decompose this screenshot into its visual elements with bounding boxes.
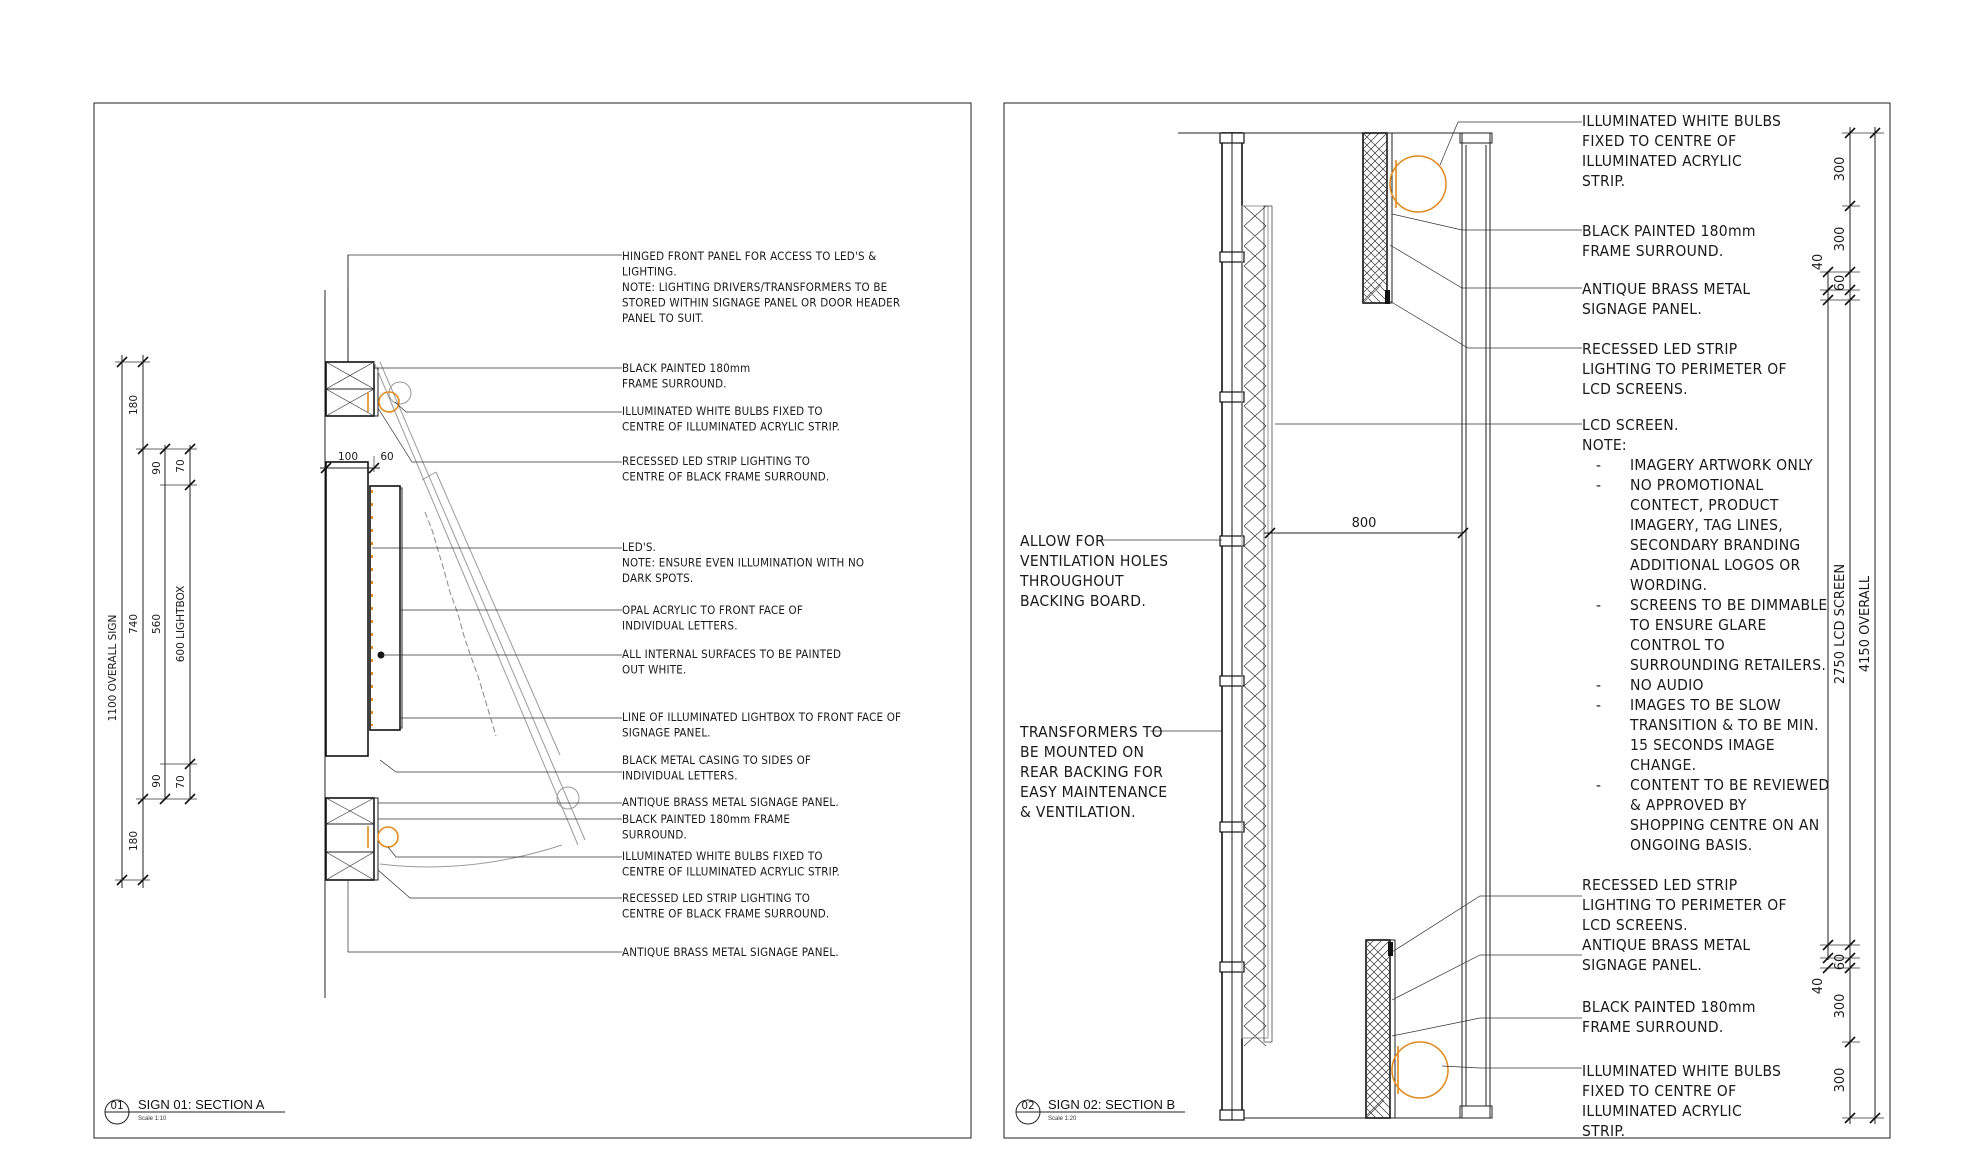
note-a-hinged-panel: HINGED FRONT PANEL FOR ACCESS TO LED'S & LIGHTING. NOTE: LIGHTING DRIVERS/TRANSFORMERS TO BE STORED WITHIN SIGNAGE PANEL OR DOOR HEADER PANEL TO SUIT. [622,249,901,325]
dim-b-top3: 40 [1811,253,1826,271]
note-b-bulbs-top: ILLUMINATED WHITE BULBS FIXED TO CENTRE OF ILLUMINATED ACRYLIC STRIP. [1582,112,1782,190]
note-b-brass-top: ANTIQUE BRASS METAL SIGNAGE PANEL. [1582,280,1751,318]
note-a-internal-surfaces: ALL INTERNAL SURFACES TO BE PAINTED OUT WHITE. [622,647,842,677]
note-b-ventilation: ALLOW FOR VENTILATION HOLES THROUGHOUT BACKING BOARD. [1020,532,1169,610]
dim-a-lb-bottom: 70 [175,775,187,789]
note-a-brass-panel-mid: ANTIQUE BRASS METAL SIGNAGE PANEL. [622,795,839,809]
note-b-bulbs-bottom: ILLUMINATED WHITE BULBS FIXED TO CENTRE OF ILLUMINATED ACRYLIC STRIP. [1582,1062,1782,1140]
svg-text:-: - [1596,696,1602,714]
dim-b-top2: 300 [1833,226,1848,252]
note-b-frame-top: BLACK PAINTED 180mm FRAME SURROUND. [1582,222,1756,260]
dim-a-mid: 740 [128,613,140,635]
bottom-frame-surround [326,798,378,880]
dim-a-overall: 1100 OVERALL SIGN [107,614,119,722]
note-a-bulbs-bottom: ILLUMINATED WHITE BULBS FIXED TO CENTRE OF ILLUMINATED ACRYLIC STRIP. [622,849,841,879]
dim-a-depth: 100 [337,451,359,463]
dim-b-bot3: 300 [1833,993,1848,1019]
dim-a-bottom: 180 [128,830,140,852]
note-a-opal-acrylic: OPAL ACRYLIC TO FRONT FACE OF INDIVIDUAL LETTERS. [622,603,804,633]
dim-a-lightbox: 600 LIGHTBOX [175,585,187,663]
section-b-title: SIGN 02: SECTION B [1048,1097,1176,1112]
note-a-lightbox-line: LINE OF ILLUMINATED LIGHTBOX TO FRONT FACE OF SIGNAGE PANEL. [622,710,902,740]
dim-b-bot1: 40 [1811,977,1826,995]
svg-text:-: - [1596,596,1602,614]
dim-a-inner-bottom: 90 [151,774,163,788]
section-a-scale: Scale 1:10 [138,1116,167,1122]
lcd-screen [1460,133,1492,1118]
note-b-lcd-head: LCD SCREEN. NOTE: [1582,416,1679,454]
section-b-scale: Scale 1:20 [1048,1116,1077,1122]
note-a-frame-surround-bottom: BLACK PAINTED 180mm FRAME SURROUND. [622,812,791,842]
note-a-frame-surround: BLACK PAINTED 180mm FRAME SURROUND. [622,361,751,391]
note-a-led-strip-bottom: RECESSED LED STRIP LIGHTING TO CENTRE OF BLACK FRAME SURROUND. [622,891,830,921]
lcd-bullet-5: IMAGES TO BE SLOW TRANSITION & TO BE MIN. 15 SECONDS IMAGE CHANGE. [1630,696,1819,774]
lcd-bullet-6: CONTENT TO BE REVIEWED & APPROVED BY SHOPPING CENTRE ON AN ONGOING BASIS. [1630,776,1830,854]
dim-b-top4: 60 [1833,274,1848,292]
dim-b-standoff: 800 [1351,516,1377,531]
svg-text:-: - [1596,676,1602,694]
section-a-dimensions [107,355,394,888]
note-a-led-strip-top: RECESSED LED STRIP LIGHTING TO CENTRE OF BLACK FRAME SURROUND. [622,454,830,484]
section-a-number: 01 [110,1100,124,1112]
standoff-dimension [1264,516,1468,544]
svg-text:-: - [1596,776,1602,794]
top-frame-surround [326,362,378,416]
note-a-bulbs-top: ILLUMINATED WHITE BULBS FIXED TO CENTRE OF ILLUMINATED ACRYLIC STRIP. [622,404,841,434]
section-a-title: SIGN 01: SECTION A [138,1097,265,1112]
dim-a-inner-top: 90 [151,461,163,475]
backing-wall [1220,133,1272,1120]
note-b-led-strip-top: RECESSED LED STRIP LIGHTING TO PERIMETER OF LCD SCREENS. [1582,340,1787,398]
section-b-title-block [1016,1097,1185,1124]
section-a-title-block [105,1097,285,1124]
dim-a-inner-mid: 560 [151,613,163,635]
lcd-bullet-3: SCREENS TO BE DIMMABLE TO ENSURE GLARE CONTROL TO SURROUNDING RETAILERS. [1630,596,1828,674]
dim-a-top: 180 [128,394,140,416]
svg-text:-: - [1596,476,1602,494]
dim-a-lb-top: 70 [175,459,187,473]
bottom-frame-box-b [1366,940,1448,1118]
dim-b-lcd: 2750 LCD SCREEN [1833,563,1848,685]
note-b-frame-bottom: BLACK PAINTED 180mm FRAME SURROUND. [1582,998,1756,1036]
note-b-transformers: TRANSFORMERS TO BE MOUNTED ON REAR BACKING FOR EASY MAINTENANCE & VENTILATION. [1020,723,1168,821]
top-frame-box-b [1363,133,1446,304]
note-a-metal-casing: BLACK METAL CASING TO SIDES OF INDIVIDUAL LETTERS. [622,753,812,783]
lcd-bullet-1: IMAGERY ARTWORK ONLY [1630,456,1813,474]
lcd-bullet-2: NO PROMOTIONAL CONTECT, PRODUCT IMAGERY, TAG LINES, SECONDARY BRANDING ADDITIONAL LOGOS OR WORDING. [1630,476,1801,594]
section-b-number: 02 [1021,1100,1035,1112]
dim-b-overall: 4150 OVERALL [1858,575,1873,673]
dim-a-projection: 60 [380,451,394,463]
note-a-brass-panel-bottom: ANTIQUE BRASS METAL SIGNAGE PANEL. [622,945,839,959]
dim-b-bot2: 60 [1833,953,1848,971]
lcd-bullet-4: NO AUDIO [1630,676,1704,694]
hinged-front-panel [374,362,585,867]
lcd-note-bullets [1596,456,1829,854]
section-a-notes [622,249,901,959]
dim-b-bot4: 300 [1833,1067,1848,1093]
section-b-notes [1019,112,1829,1140]
section-a-panel [94,103,971,1138]
section-b-panel [1004,103,1890,1140]
svg-text:-: - [1596,456,1602,474]
section-b-leaders [1100,122,1582,1068]
note-a-leds: LED'S. NOTE: ENSURE EVEN ILLUMINATION WITH NO DARK SPOTS. [622,540,865,585]
dim-b-top1: 300 [1833,156,1848,182]
note-b-led-strip-bottom: RECESSED LED STRIP LIGHTING TO PERIMETER OF LCD SCREENS. ANTIQUE BRASS METAL SIGNAGE PANEL. [1582,876,1787,974]
lightbox-body [326,462,402,756]
section-b-dimensions [1811,127,1884,1124]
